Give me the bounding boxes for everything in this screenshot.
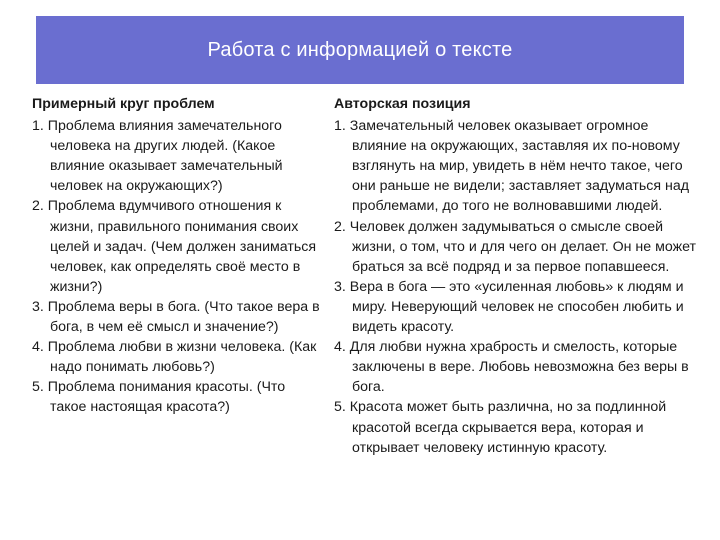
position-item-1: 1. Замечательный человек оказывает огромное влияние на окружающих, заставляя их по-новому взглянуть на мир, увидеть в нём нечто такое, чего они раньше не видели; заставляет задуматься над проблемами, до того не волновавшими людей.: [334, 118, 690, 215]
page-title: Работа с информацией о тексте: [207, 38, 513, 61]
position-item-3: 3. Вера в бога — это «усиленная любовь» к людям и миру. Неверующий человек не способен любить и видеть красоту.: [334, 278, 684, 336]
author-position-heading: Авторская позиция: [334, 96, 471, 112]
problems-heading: Примерный круг проблем: [32, 96, 215, 112]
position-item-4: 4. Для любви нужна храбрость и смелость, которые заключены в вере. Любовь невозможна без веры в бога.: [334, 339, 689, 396]
position-item-2: 2. Человек должен задумываться о смысле своей жизни, о том, что и для чего он делает. Он не может браться за всё подряд и за первое попавшееся.: [334, 218, 696, 275]
position-item-5: 5. Красота может быть различна, но за подлинной красотой всегда скрывается вера, которая и открывает человеку истинную красоту.: [334, 399, 667, 456]
problem-item-3: 3. Проблема веры в бога. (Что такое вера в бога, в чем её смысл и значение?): [32, 298, 320, 336]
problem-item-4: 4. Проблема любви в жизни человека. (Как надо понимать любовь?): [32, 339, 317, 376]
problem-item-1: 1. Проблема влияния замечательного человека на других людей. (Какое влияние оказывает замечательный человек на окружающих?): [32, 118, 283, 195]
problems-column: [32, 94, 322, 418]
problem-item-5: 5. Проблема понимания красоты. (Что такое настоящая красота?): [32, 379, 286, 416]
author-position-column: [334, 94, 696, 458]
problem-item-2: 2. Проблема вдумчивого отношения к жизни, правильного понимания своих целей и задач. (Чем должен заниматься человек, как определять своё место в жизни?): [32, 198, 317, 295]
title-banner: [36, 16, 684, 84]
